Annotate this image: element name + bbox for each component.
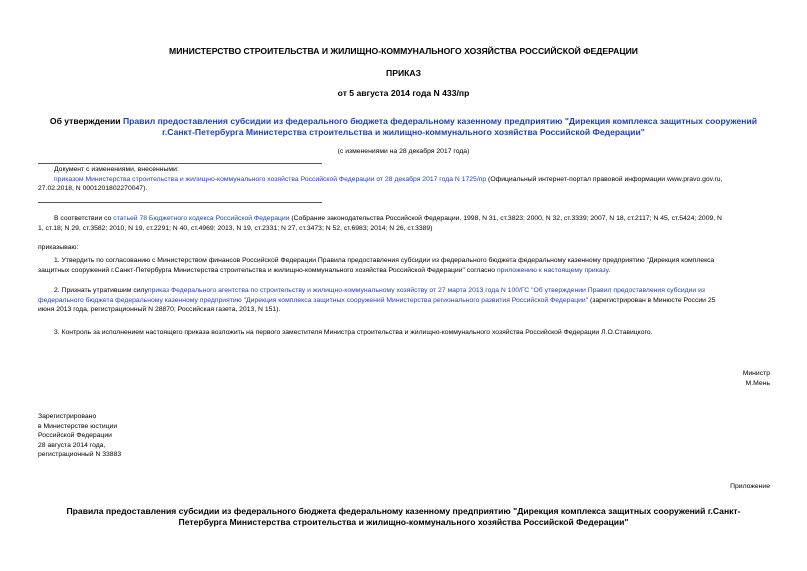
preamble-start: В соответствии со — [54, 215, 114, 222]
budget-code-link[interactable]: статьей 78 Бюджетного кодекса Российской Федерации — [113, 215, 290, 222]
document-title — [0, 116, 807, 138]
appendix-link[interactable]: приложению к настоящему приказу — [496, 266, 609, 274]
title-prefix: Об утверждении — [49, 116, 123, 126]
repealed-order-link-part2[interactable]: федерального бюджета федеральному казенному предприятию "Дирекция комплекса защитных сооружений Министерства регионального развития Российской Федерации" — [38, 296, 589, 304]
registration-line4: 28 августа 2014 года, — [38, 441, 106, 449]
item-1 — [38, 256, 778, 275]
appendix-title-line2: Петербурга Министерства строительства и жилищно-коммунального хозяйства Российской Федерации" — [178, 517, 629, 527]
changes-block — [38, 165, 773, 194]
changes-link[interactable]: приказом Министерства строительства и жилищно-коммунального хозяйства Российской Федерации от 28 декабря 2017 года N 1725/пр — [54, 175, 487, 183]
changes-line1 — [38, 175, 773, 185]
item1-line1: 1. Утвердить по согласованию с Министерством финансов Российской Федерации Правила предоставления субсидии из федерального бюджета федеральному казенному предприятию "Дирекция комплекса — [54, 257, 715, 264]
item2-line3: июня 2013 года, регистрационный N 28870; Российская газета, 2013, N 151). — [38, 306, 281, 313]
appendix-label: Приложение — [730, 483, 770, 490]
changes-rest2: 27.02.2018, N 0001201802270047). — [38, 185, 148, 192]
title-link-part2[interactable]: г.Санкт-Петербурга Министерства строительства и жилищно-коммунального хозяйства Российской Федерации" — [162, 127, 645, 137]
appendix-title-line1: Правила предоставления субсидии из федерального бюджета федеральному казенному предприятию "Дирекция комплекса защитных сооружений г.Санкт- — [66, 506, 741, 516]
divider-top — [38, 163, 322, 164]
appendix-title — [0, 506, 807, 528]
divider-bottom — [38, 202, 322, 203]
preamble-rest2: 1, ст.18; N 29, ст.3582; 2010, N 19, ст.2291; N 40, ст.4969; 2013, N 19, ст.2331; N 27, ст.3473; N 52, ст.6983; 2014; N 26, ст.3389) — [38, 224, 433, 232]
signature — [620, 369, 770, 388]
registration-line3: Российской Федерации — [38, 432, 112, 439]
registration-block — [38, 412, 238, 460]
preamble — [38, 214, 773, 233]
signature-name: М.Мень — [745, 379, 770, 387]
item1-end: . — [608, 266, 611, 274]
amendment-note: (с изменениями на 28 декабря 2017 года) — [337, 148, 470, 155]
item2-line2 — [38, 296, 778, 306]
title-link-part1[interactable]: Правил предоставления субсидии из федерального бюджета федеральному казенному предприятию "Дирекция комплекса защитных сооружений — [122, 116, 758, 126]
registration-line1: Зарегистрировано — [38, 413, 97, 420]
item1-line2 — [38, 266, 778, 276]
preamble-rest1: (Собрание законодательства Российской Федерации, 1998, N 31, ст.3823; 2000, N 32, ст.3339; 2007, N 18, ст.2117; N 45, ст.5424; 2009, N — [289, 215, 722, 222]
registration-line5: регистрационный N 33883 — [38, 451, 122, 458]
ministry-heading: МИНИСТЕРСТВО СТРОИТЕЛЬСТВА И ЖИЛИЩНО-КОММУНАЛЬНОГО ХОЗЯЙСТВА РОССИЙСКОЙ ФЕДЕРАЦИИ — [169, 46, 638, 56]
item1-line2-start: защитных сооружений г.Санкт-Петербурга Министерства строительства и жилищно-коммунального хозяйства Российской Федерации" согласно — [38, 266, 497, 274]
order-word: приказываю: — [38, 244, 79, 251]
item2-line1 — [38, 286, 778, 296]
item-3: 3. Контроль за исполнением настоящего приказа возложить на первого заместителя Министра строительства и жилищно-коммунального хозяйства Российской Федерации Л.О.Ставицкого. — [54, 329, 653, 336]
preamble-line1 — [38, 214, 773, 224]
signature-position: Министр — [742, 370, 770, 377]
item-2 — [38, 286, 778, 315]
changes-label: Документ с изменениями, внесенными: — [54, 166, 179, 173]
item2-rest2: (зарегистрирован в Минюсте России 25 — [588, 296, 716, 304]
doc-date-number: от 5 августа 2014 года N 433/пр — [337, 88, 470, 98]
changes-rest1: (Официальный интернет-портал правовой информации www.pravo.gov.ru, — [486, 175, 723, 183]
item2-start: 2. Признать утратившим силу — [54, 287, 148, 294]
registration-line2: в Министерстве юстиции — [38, 422, 118, 430]
repealed-order-link-part1[interactable]: приказ Федерального агентства по строительству и жилищно-коммунальному хозяйству от 27 марта 2013 года N 100/ГС "Об утверждении Правил предоставления субсидии из — [147, 287, 706, 294]
title-line1 — [0, 116, 807, 127]
doc-type-heading: ПРИКАЗ — [386, 68, 421, 78]
